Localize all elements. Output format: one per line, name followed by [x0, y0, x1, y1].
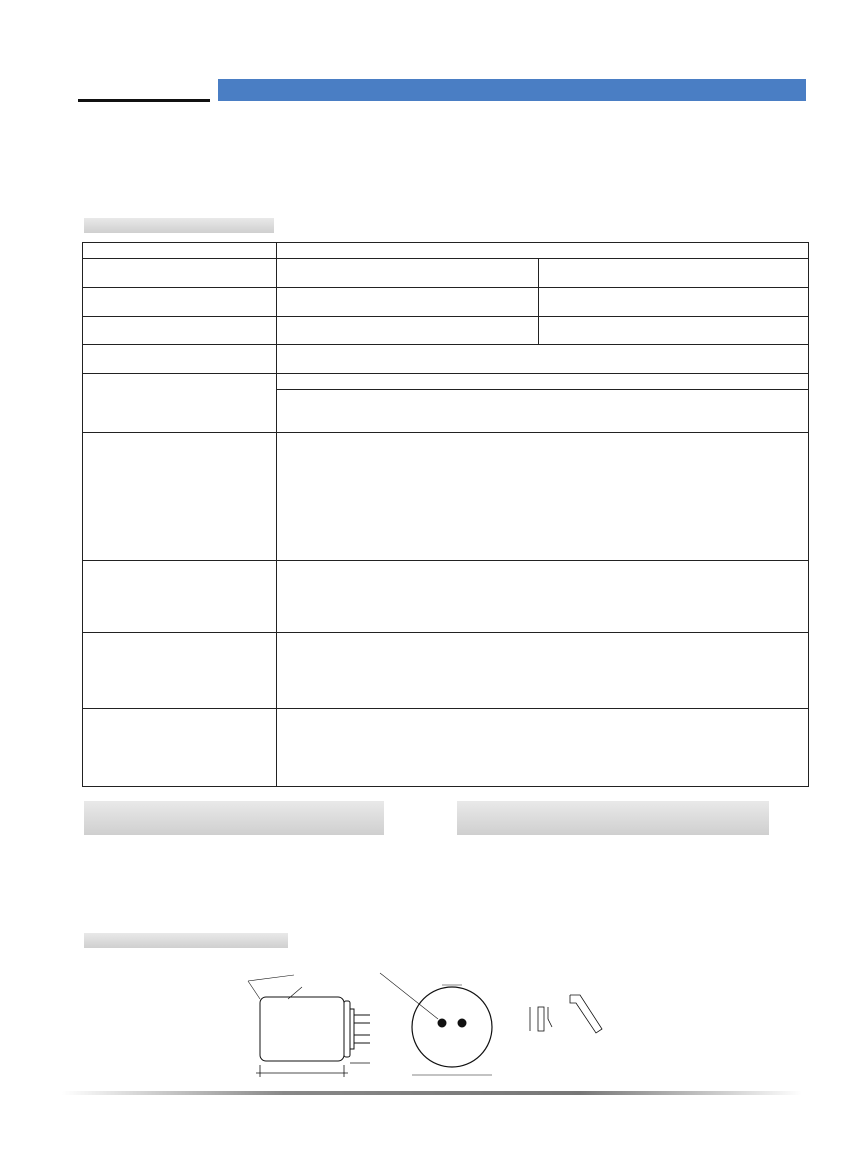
pin-detail	[530, 1007, 552, 1031]
cap-range-low	[277, 317, 539, 345]
temp-section-title	[457, 801, 769, 835]
vinyl-plate-leader-2	[248, 981, 260, 999]
spec-section-title	[84, 218, 274, 233]
temp-range-high	[539, 259, 809, 288]
dimension-drawing	[230, 955, 610, 1083]
freq-section-title	[84, 801, 384, 835]
cap-range-high	[539, 317, 809, 345]
pin-bent-detail	[570, 995, 602, 1033]
leakage-formula	[277, 374, 808, 390]
temp-range-low	[277, 259, 539, 288]
negative-leader	[380, 973, 438, 1019]
vinyl-plate-leader	[248, 975, 294, 981]
header-accent-bar	[218, 79, 806, 101]
col-perf-header	[277, 243, 809, 259]
capacitor-bottom-view	[412, 987, 492, 1067]
dim-section-title	[84, 933, 288, 948]
col-item-header	[83, 243, 277, 259]
brand-underline	[78, 99, 210, 102]
footer-gradient-line	[62, 1091, 802, 1095]
spec-table	[82, 242, 809, 787]
capacitor-side-view	[260, 997, 370, 1061]
tolerance-value	[277, 345, 809, 374]
